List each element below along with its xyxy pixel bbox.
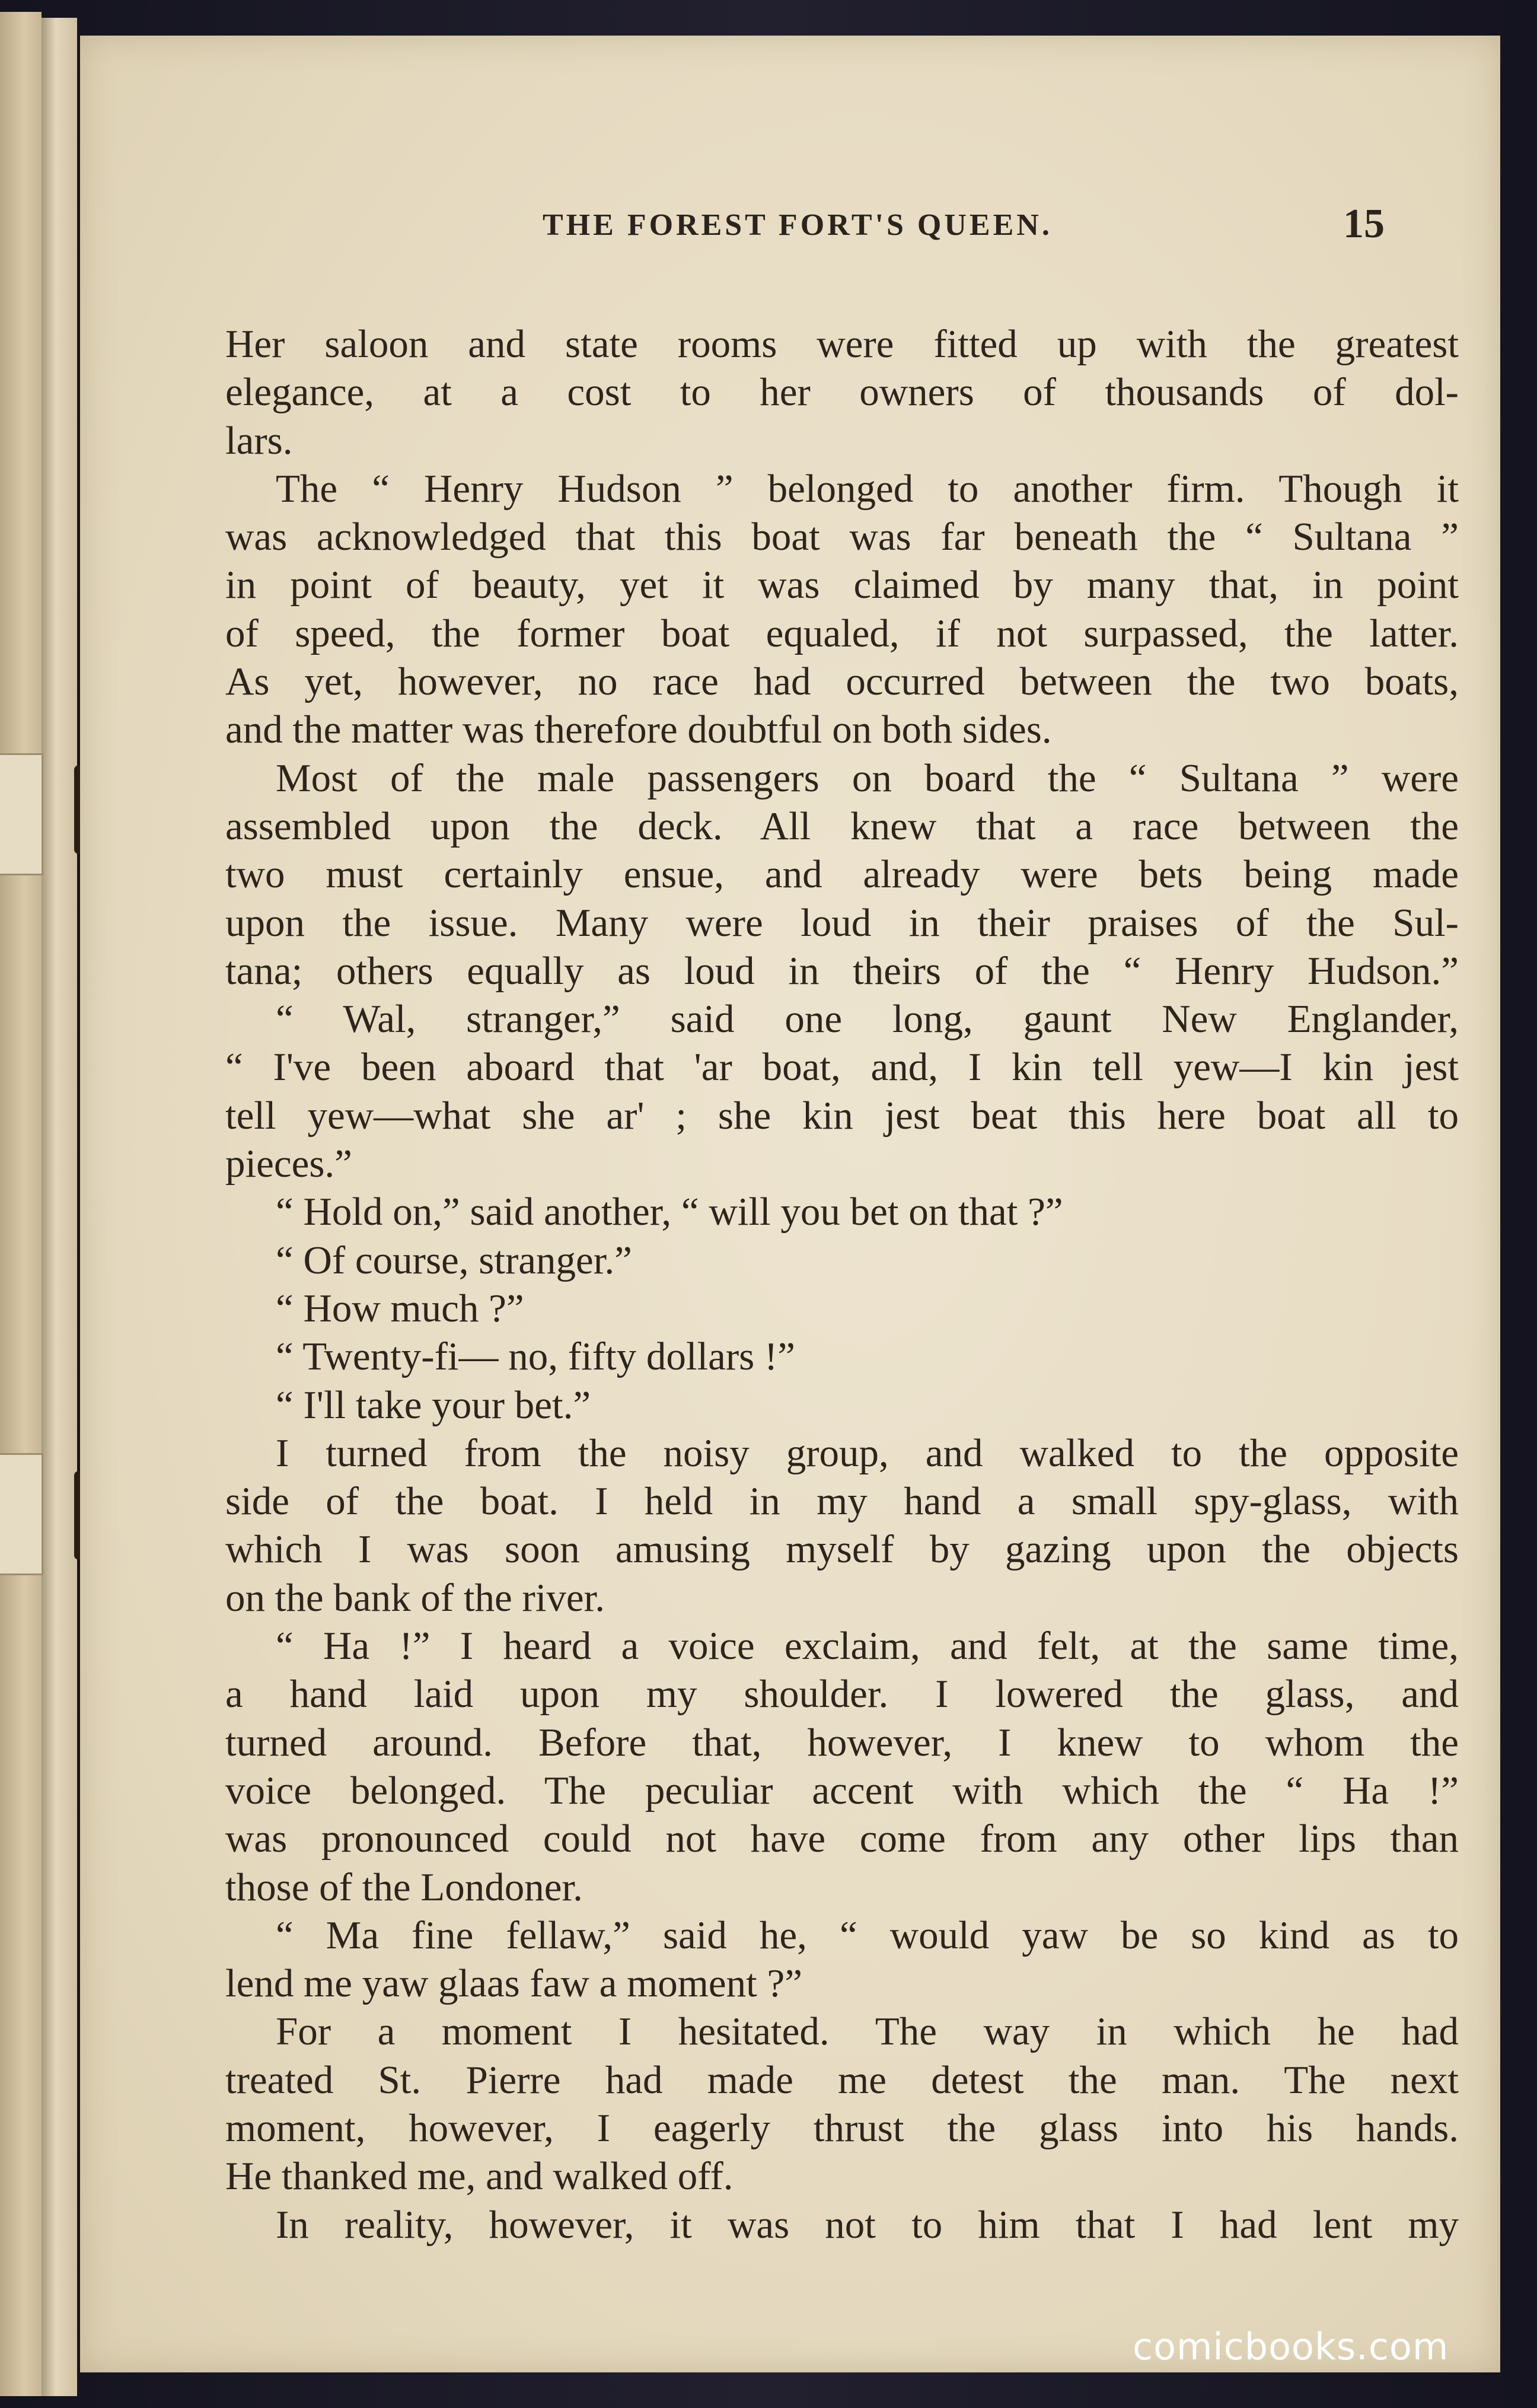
- text-line: Most of the male passengers on board the “ Sultana ” were: [276, 756, 1459, 800]
- text-line: lars.: [225, 418, 293, 463]
- text-line: “ Ma fine fellaw,” said he, “ would yaw be so kind as to: [276, 1913, 1459, 1957]
- text-line: and the matter was therefore doubtful on both sides.: [225, 708, 1052, 752]
- text-line: those of the Londoner.: [225, 1865, 583, 1909]
- text-line: Her saloon and state rooms were fitted up with the greatest: [225, 322, 1459, 366]
- page-number: 15: [1343, 201, 1385, 247]
- text-line: was pronounced could not have come from any other lips than: [225, 1817, 1459, 1861]
- text-line: voice belonged. The peculiar accent with which the “ Ha !”: [225, 1768, 1459, 1813]
- book-page: [80, 36, 1500, 2372]
- text-line: assembled upon the deck. All knew that a race between the: [225, 804, 1459, 848]
- text-line: “ I'll take your bet.”: [276, 1383, 591, 1427]
- binding-tab: [0, 1453, 43, 1575]
- text-line: side of the boat. I held in my hand a small spy-glass, with: [225, 1479, 1459, 1524]
- text-line: In reality, however, it was not to him that I had lent my: [276, 2202, 1459, 2247]
- text-line: “ Hold on,” said another, “ will you bet on that ?”: [276, 1190, 1063, 1234]
- text-line: “ Twenty-fi— no, fifty dollars !”: [276, 1334, 796, 1379]
- text-line: “ Ha !” I heard a voice exclaim, and felt, at the same time,: [276, 1624, 1459, 1668]
- text-line: As yet, however, no race had occurred between the two boats,: [225, 660, 1459, 704]
- text-line: For a moment I hesitated. The way in which he had: [276, 2009, 1459, 2054]
- text-line: The “ Henry Hudson ” belonged to another firm. Though it: [276, 466, 1459, 511]
- text-line: which I was soon amusing myself by gazing upon the objects: [225, 1527, 1459, 1572]
- text-line: lend me yaw glaas faw a moment ?”: [225, 1961, 802, 2006]
- text-line: tell yew—what she ar' ; she kin jest beat this here boat all to: [225, 1093, 1459, 1138]
- text-line: He thanked me, and walked off.: [225, 2154, 734, 2199]
- text-line: a hand laid upon my shoulder. I lowered the glass, and: [225, 1672, 1459, 1716]
- running-head: THE FOREST FORT'S QUEEN.: [543, 208, 1053, 242]
- text-line: “ Of course, stranger.”: [276, 1238, 632, 1282]
- text-line: treated St. Pierre had made me detest the man. The next: [225, 2057, 1459, 2102]
- text-line: two must certainly ensue, and already were bets being made: [225, 852, 1459, 897]
- text-line: was acknowledged that this boat was far beneath the “ Sultana ”: [225, 515, 1459, 559]
- text-line: of speed, the former boat equaled, if not surpassed, the latter.: [225, 611, 1459, 655]
- text-line: elegance, at a cost to her owners of thousands of dol-: [225, 370, 1459, 415]
- text-line: tana; others equally as loud in theirs of the “ Henry Hudson.”: [225, 948, 1459, 993]
- text-line: on the bank of the river.: [225, 1575, 605, 1620]
- text-line: moment, however, I eagerly thrust the glass into his hands.: [225, 2106, 1459, 2150]
- text-line: “ I've been aboard that 'ar boat, and, I kin tell yew—I kin jest: [225, 1045, 1459, 1090]
- binding-gutter: [42, 18, 77, 2396]
- text-line: “ Wal, stranger,” said one long, gaunt New Englander,: [276, 997, 1459, 1041]
- text-line: upon the issue. Many were loud in their praises of the Sul-: [225, 900, 1459, 945]
- text-line: I turned from the noisy group, and walked to the opposite: [276, 1431, 1459, 1475]
- text-line: pieces.”: [225, 1142, 352, 1186]
- text-line: turned around. Before that, however, I knew to whom the: [225, 1720, 1459, 1764]
- binding-tab: [0, 753, 43, 875]
- facing-page-edge: [0, 12, 42, 2396]
- body-text: [225, 320, 1459, 2249]
- text-line: “ How much ?”: [276, 1286, 524, 1330]
- site-watermark: comicbooks.com: [1133, 2325, 1449, 2368]
- text-line: in point of beauty, yet it was claimed by many that, in point: [225, 563, 1459, 607]
